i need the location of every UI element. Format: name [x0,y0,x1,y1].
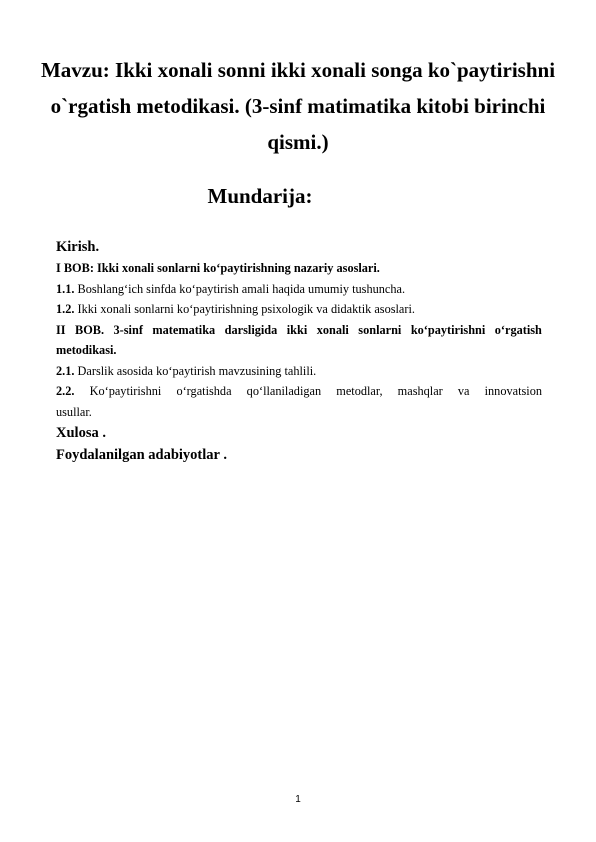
toc-conclusion: Xulosa . [56,425,106,441]
contents-heading: Mundarija: [207,184,313,208]
toc-section-number: 2.2. [56,384,75,398]
toc-word: ko‘paytirishni [410,322,486,337]
toc-section-number: 1.2. [56,302,75,316]
toc-section-2-2-continued: usullar. [56,404,92,419]
toc-section-1-1 [56,279,542,300]
toc-word: Ko‘paytirishni [89,384,162,398]
toc-word: innovatsion [484,384,542,398]
toc-word: xonali [316,322,349,337]
toc-chapter-1: I BOB: Ikki xonali sonlarni ko‘paytirishning nazariy asoslari. [56,261,380,275]
table-of-contents [56,236,542,466]
toc-word: II [56,322,66,337]
page-number: 1 [295,794,301,805]
toc-word: darsligida [224,322,278,337]
toc-word: 3-sinf [113,322,143,337]
toc-word: ikki [286,322,308,337]
toc-intro: Kirish. [56,239,100,255]
toc-word: mashqlar [397,384,443,398]
toc-word: o‘rgatish [494,322,542,337]
toc-section-number: 2.1. [56,363,75,378]
toc-section-text: Ikki xonali sonlarni ko‘paytirishning psixologik va didaktik asoslari. [77,302,415,316]
title-line-1: Mavzu: Ikki xonali sonni ikki xonali songa ko`paytirishni [40,58,556,82]
toc-references: Foydalanilgan adabiyotlar . [56,447,227,463]
toc-section-1-2 [56,299,542,320]
toc-chapter-2-continued: metodikasi. [56,343,117,357]
toc-section-2-2 [56,381,542,402]
toc-word: o‘rgatishda [176,384,232,398]
toc-section-text: Boshlang‘ich sinfda ko‘paytirish amali haqida umumiy tushuncha. [77,281,406,296]
document-title [40,52,556,160]
title-line-2: o`rgatish metodikasi. (3-sinf matimatika kitobi birinchi [50,94,546,118]
toc-word: qo‘llaniladigan [246,384,322,398]
title-line-3: qismi.) [267,130,329,154]
toc-section-text: Darslik asosida ko‘paytirish mavzusining tahlili. [77,363,317,378]
toc-word: va [457,384,470,398]
toc-word: metodlar, [336,384,383,398]
toc-word: BOB. [75,322,105,337]
toc-word: sonlarni [358,322,402,337]
toc-section-2-1 [56,361,542,382]
toc-section-number: 1.1. [56,281,75,296]
toc-word: matematika [152,322,216,337]
toc-chapter-2 [56,320,542,341]
